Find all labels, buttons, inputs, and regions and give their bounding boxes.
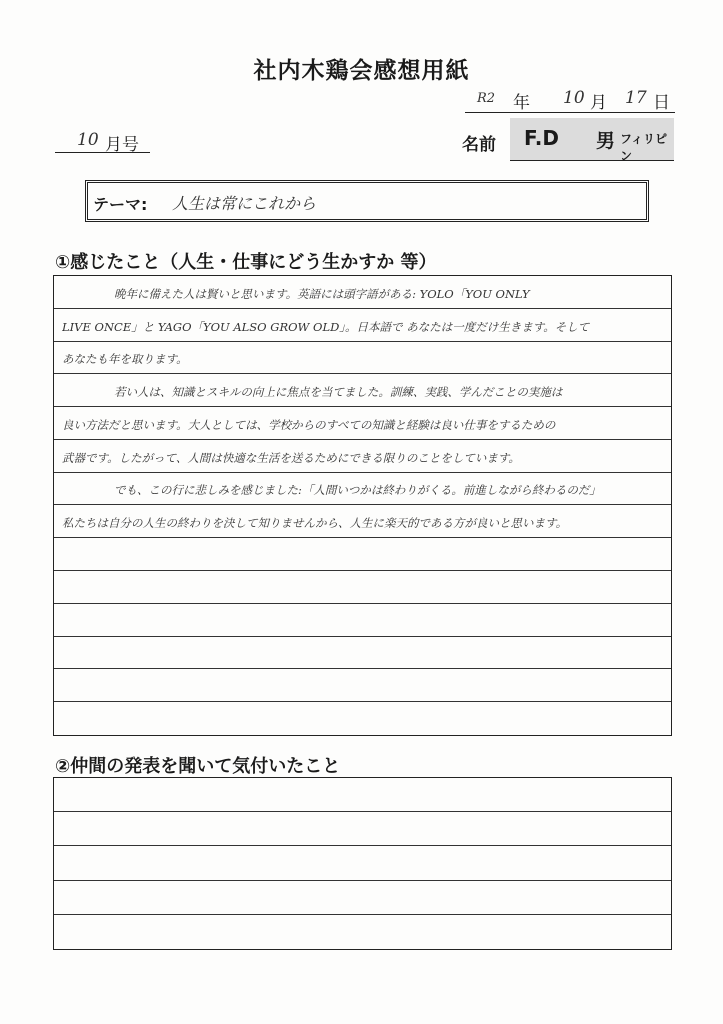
section1-lined-area — [53, 275, 672, 736]
name-value-box — [510, 118, 674, 161]
handwritten-line: でも、この行に悲しみを感じました:「人間いつかは終わりがくる。前進しながら終わるのだ」 — [114, 483, 601, 498]
name-label: 名前 — [462, 135, 496, 155]
section1-title: ①感じたこと（人生・仕事にどう生かすか 等） — [55, 252, 437, 273]
section2-title: ②仲間の発表を聞いて気付いたこと — [55, 756, 341, 777]
lined-row — [54, 506, 671, 539]
handwritten-line: 私たちは自分の人生の終わりを決して知りませんから、人生に楽天的である方が良いと思います。 — [62, 516, 568, 531]
lined-row — [54, 276, 671, 309]
date-month: 10 — [563, 88, 585, 108]
lined-row — [54, 571, 671, 604]
name-initials: F.D — [524, 126, 559, 150]
issue-number: 10 — [77, 130, 99, 150]
lined-row — [54, 342, 671, 375]
date-month-unit: 月 — [590, 93, 607, 113]
theme-label: テーマ: — [93, 195, 148, 214]
date-year-unit: 年 — [513, 93, 530, 113]
lined-row — [54, 702, 671, 735]
handwritten-line: あなたも年を取ります。 — [62, 352, 188, 367]
lined-row — [54, 407, 671, 440]
issue-unit: 月号 — [105, 135, 139, 155]
lined-row — [54, 778, 671, 812]
form-title: 社内木鶏会感想用紙 — [253, 58, 470, 84]
handwritten-line: 晩年に備えた人は賢いと思います。英語には頭字語がある: YOLO「YOU ONLY — [114, 286, 530, 301]
lined-row — [54, 812, 671, 846]
lined-row — [54, 915, 671, 949]
handwritten-line: 若い人は、知識とスキルの向上に焦点を当てました。訓練、実践、学んだことの実施は — [114, 385, 563, 400]
issue-field — [55, 130, 150, 153]
lined-row — [54, 374, 671, 407]
theme-value: 人生は常にこれから — [172, 194, 317, 213]
lined-row — [54, 473, 671, 506]
handwritten-line: 武器です。したがって、人間は快適な生活を送るためにできる限りのことをしています。 — [62, 450, 520, 465]
name-country: フィリピン — [620, 132, 668, 163]
handwritten-line: 良い方法だと思います。大人としては、学校からのすべての知識と経験は良い仕事をするための — [62, 417, 556, 432]
lined-row — [54, 637, 671, 670]
lined-row — [54, 669, 671, 702]
handwritten-line: LIVE ONCE」と YAGO「YOU ALSO GROW OLD」。日本語で あなたは一度だけ生きます。そして — [62, 319, 590, 334]
lined-row — [54, 604, 671, 637]
lined-row — [54, 538, 671, 571]
date-field — [465, 88, 675, 113]
date-era: R2 — [477, 91, 496, 106]
lined-row — [54, 846, 671, 880]
section2-lined-area — [53, 777, 672, 950]
lined-row — [54, 881, 671, 915]
lined-row — [54, 309, 671, 342]
name-sex: 男 — [596, 130, 616, 152]
theme-box — [85, 180, 649, 222]
date-day-unit: 日 — [653, 93, 670, 113]
lined-row — [54, 440, 671, 473]
date-day: 17 — [625, 88, 647, 108]
name-field — [462, 118, 674, 163]
